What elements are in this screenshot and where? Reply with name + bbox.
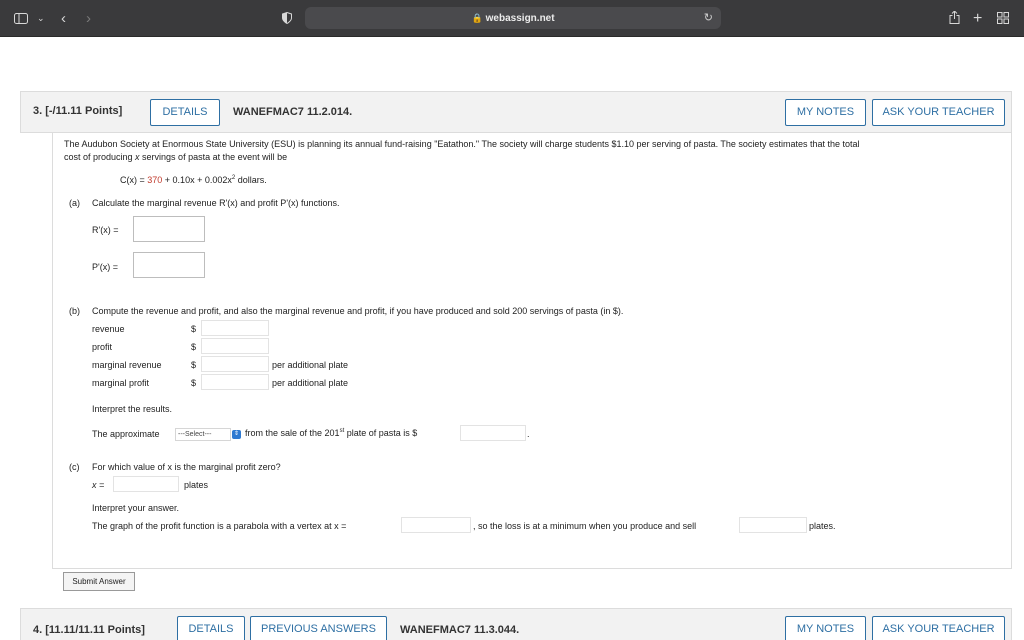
cost-function: $C(x) = 370 + 0.10x + 0.002x^2$ dollars.	[120, 175, 267, 185]
currency-symbol: $	[191, 342, 197, 352]
x-input[interactable]	[113, 476, 179, 492]
interpret-answer-text: Interpret your answer.	[92, 503, 180, 513]
select-arrow-icon[interactable]: ⇕	[233, 431, 240, 437]
question-3-header	[20, 91, 1012, 133]
tab-overview-icon[interactable]	[997, 0, 1009, 37]
x-label: x =	[92, 480, 105, 490]
url-text: webassign.net	[485, 13, 555, 24]
approximate-select[interactable]: ---Select---	[175, 428, 231, 441]
address-bar[interactable]	[305, 7, 721, 29]
vertex-input[interactable]	[401, 517, 471, 533]
currency-symbol: $	[191, 378, 197, 388]
question-3-points: 3. [-/11.11 Points]	[33, 105, 123, 117]
plates-input[interactable]	[739, 517, 807, 533]
details-button[interactable]: DETAILS	[150, 99, 220, 126]
profit-label: profit	[92, 342, 113, 352]
submit-answer-button[interactable]: Submit Answer	[63, 572, 135, 591]
share-icon[interactable]	[949, 0, 960, 37]
browser-toolbar	[0, 0, 1024, 37]
per-plate-suffix: per additional plate	[272, 360, 349, 370]
previous-answers-button[interactable]: PREVIOUS ANSWERS	[250, 616, 387, 640]
problem-statement: The Audubon Society at Enormous State University (ESU) is planning its annual fund-raising "Eatathon." The society will charge students $1.10 per serving of pasta. The society estimates that the total cost of producing x servings of pasta at the event will be	[64, 139, 860, 162]
chevron-down-icon[interactable]: ⌄	[37, 13, 45, 23]
new-tab-icon[interactable]: +	[973, 10, 983, 27]
interpret-results-text: Interpret the results.	[92, 404, 173, 414]
part-a-prompt: Calculate the marginal revenue R'(x) and profit P'(x) functions.	[92, 198, 340, 208]
my-notes-button[interactable]: MY NOTES	[785, 99, 866, 126]
currency-symbol: $	[191, 360, 197, 370]
marginal-profit-input[interactable]	[201, 374, 269, 390]
part-b-letter: (b)	[69, 306, 80, 316]
lock-icon: 🔒	[471, 13, 483, 23]
currency-symbol: $	[191, 324, 197, 334]
sidebar-icon[interactable]	[14, 0, 28, 37]
r-prime-label: R'(x) =	[92, 225, 119, 235]
profit-input[interactable]	[201, 338, 269, 354]
sentence-period: .	[527, 429, 530, 439]
details-button[interactable]: DETAILS	[177, 616, 245, 640]
back-icon[interactable]: ‹	[61, 10, 66, 27]
approximate-text: The approximate	[92, 429, 160, 439]
marginal-profit-label: marginal profit	[92, 378, 150, 388]
shield-icon[interactable]	[282, 0, 292, 37]
p-prime-input[interactable]	[133, 252, 205, 278]
marginal-revenue-label: marginal revenue	[92, 360, 162, 370]
revenue-input[interactable]	[201, 320, 269, 336]
per-plate-suffix: per additional plate	[272, 378, 349, 388]
graph-sentence-c: plates.	[809, 521, 836, 531]
graph-sentence-b: , so the loss is at a minimum when you produce and sell	[473, 521, 697, 531]
question-4-header	[20, 608, 1012, 640]
question-3-code: WANEFMAC7 11.2.014.	[233, 106, 353, 118]
part-c-letter: (c)	[69, 462, 80, 472]
question-4-points: 4. [11.11/11.11 Points]	[33, 624, 145, 636]
sale-sentence: from the sale of the 201st plate of pasta is $	[245, 428, 418, 438]
part-a-letter: (a)	[69, 198, 80, 208]
r-prime-input[interactable]	[133, 216, 205, 242]
reload-icon[interactable]: ↻	[703, 12, 713, 24]
revenue-label: revenue	[92, 324, 125, 334]
marginal-revenue-input[interactable]	[201, 356, 269, 372]
my-notes-button[interactable]: MY NOTES	[785, 616, 866, 640]
part-c-prompt: For which value of x is the marginal profit zero?	[92, 462, 281, 472]
forward-icon[interactable]: ›	[86, 10, 91, 27]
p-prime-label: P'(x) =	[92, 262, 118, 272]
plates-suffix: plates	[184, 480, 209, 490]
ask-teacher-button[interactable]: ASK YOUR TEACHER	[872, 99, 1005, 126]
question-4-code: WANEFMAC7 11.3.044.	[400, 624, 520, 636]
ask-teacher-button[interactable]: ASK YOUR TEACHER	[872, 616, 1005, 640]
part-b-prompt: Compute the revenue and profit, and also the marginal revenue and profit, if you have produced and sold 200 servings of pasta (in $).	[92, 306, 624, 316]
graph-sentence-a: The graph of the profit function is a parabola with a vertex at x =	[92, 521, 347, 531]
pasta-value-input[interactable]	[460, 425, 526, 441]
